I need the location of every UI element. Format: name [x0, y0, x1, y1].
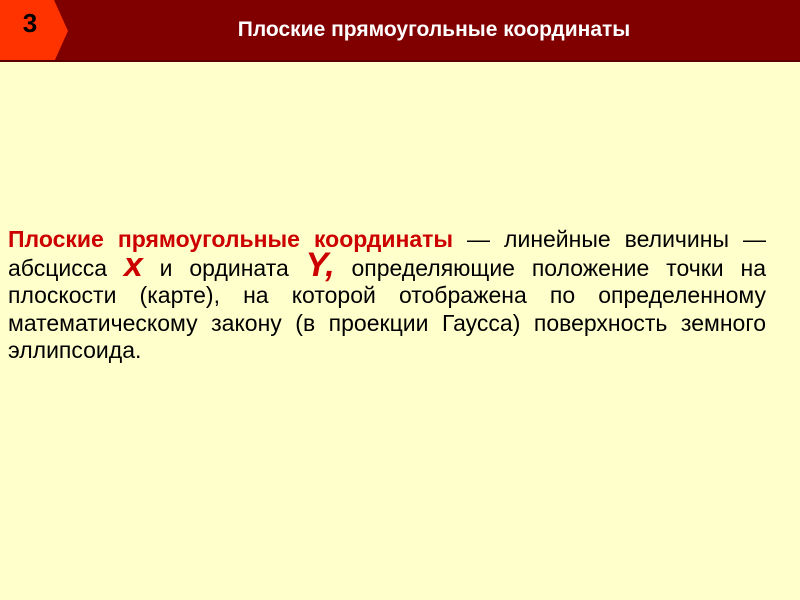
definition-term: Плоские прямоугольные координаты [8, 226, 454, 252]
definition-text-part3: определяющие положение точки на плоскости (карте), на которой отображена по определенному математическому закону (в проекции Гаусса) поверхность земного эллипсоида. [8, 254, 766, 364]
definition-paragraph [8, 226, 766, 365]
variable-y: Y, [305, 245, 335, 284]
slide-title: Плоские прямоугольные координаты [237, 18, 631, 41]
definition-text-part1: — линейные величины — абсцисса [8, 226, 766, 281]
slide-number: 3 [22, 8, 38, 38]
variable-x: x [123, 245, 143, 284]
header-bar [0, 0, 800, 62]
slide-number-tab [0, 0, 68, 62]
definition-text-part2: и ордината [142, 254, 306, 281]
